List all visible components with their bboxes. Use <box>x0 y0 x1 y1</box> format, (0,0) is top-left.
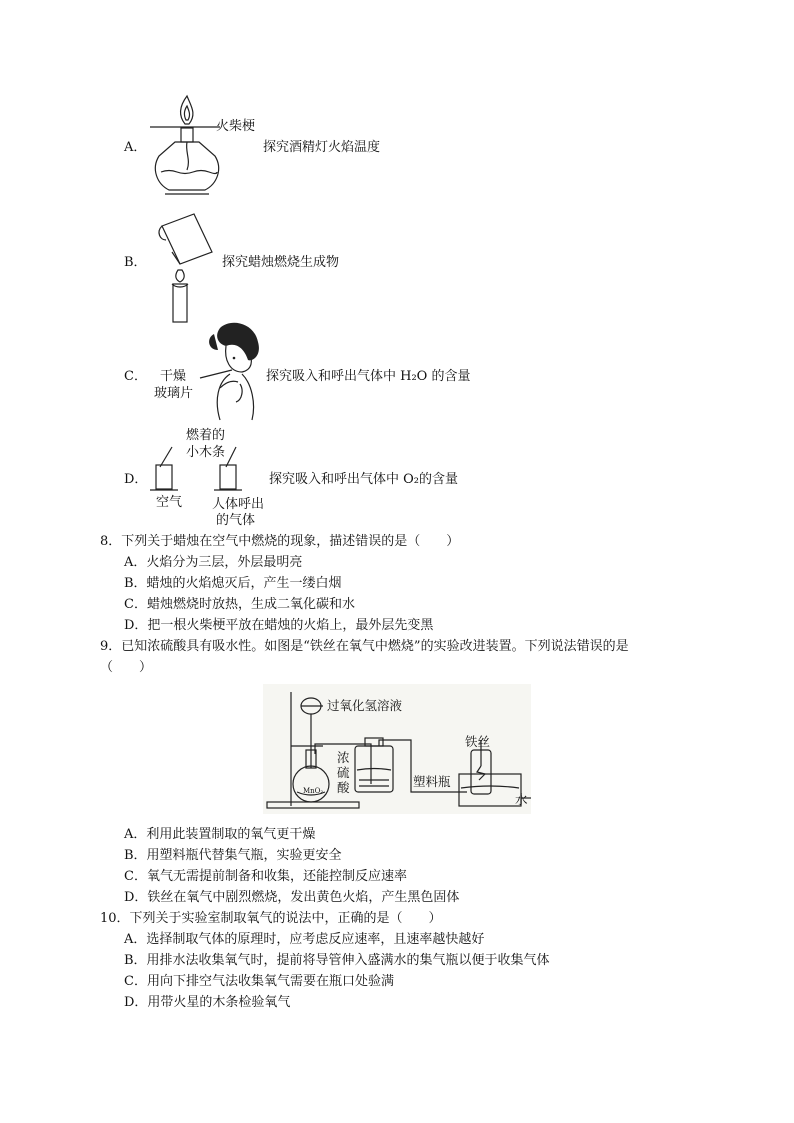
air-label: 空气 <box>156 495 183 510</box>
option-a-text: 探究酒精灯火焰温度 <box>263 140 381 155</box>
q10-option-d: D．用带火星的木条检验氧气 <box>124 995 291 1010</box>
girl-breathing-figure <box>196 320 266 422</box>
q9-stem-line2: （ ） <box>100 660 153 675</box>
option-a-letter: A． <box>124 140 147 155</box>
q9-option-d: D．铁丝在氧气中剧烈燃烧，发出黄色火焰，产生黑色固体 <box>124 890 460 905</box>
alcohol-lamp-figure <box>145 94 235 199</box>
exhaled-gas-label-2: 的气体 <box>216 513 256 528</box>
q8-option-a: A．火焰分为三层，外层最明亮 <box>124 555 303 570</box>
h2o2-label: 过氧化氢溶液 <box>327 698 403 713</box>
water-label: 水 <box>515 792 528 807</box>
dry-glass-label-1: 干燥 <box>160 369 187 384</box>
plastic-bottle-label: 塑料瓶 <box>413 774 451 789</box>
q8-option-c: C．蜡烛燃烧时放热，生成二氧化碳和水 <box>124 597 355 612</box>
option-c-letter: C． <box>124 369 147 384</box>
mno2-label: MnO₂ <box>303 787 324 795</box>
apparatus-figure <box>263 684 531 814</box>
option-d-letter: D． <box>124 472 148 487</box>
match-stick-label: 火柴梗 <box>216 119 256 134</box>
acid-label-1: 浓 <box>337 750 350 765</box>
option-b-text: 探究蜡烛燃烧生成物 <box>222 255 340 270</box>
q9-option-a: A．利用此装置制取的氧气更干燥 <box>124 827 316 842</box>
candle-beaker-figure <box>150 212 220 324</box>
option-b-letter: B． <box>124 255 147 270</box>
iron-wire-label: 铁丝 <box>465 734 491 749</box>
q9-option-c: C．氧气无需提前制备和收集，还能控制反应速率 <box>124 869 407 884</box>
q8-stem: 8．下列关于蜡烛在空气中燃烧的现象，描述错误的是（ ） <box>100 534 460 549</box>
option-d-text: 探究吸入和呼出气体中 O₂的含量 <box>269 472 459 487</box>
q10-stem: 10．下列关于实验室制取氧气的说法中，正确的是（ ） <box>100 911 442 926</box>
q10-option-c: C．用向下排空气法收集氧气需要在瓶口处验满 <box>124 974 394 989</box>
q9-stem-line1: 9．已知浓硫酸具有吸水性。如图是“铁丝在氧气中燃烧”的实验改进装置。下列说法错误的是 <box>100 639 629 654</box>
q9-option-b: B．用塑料瓶代替集气瓶，实验更安全 <box>124 848 342 863</box>
q10-option-b: B．用排水法收集氧气时，提前将导管伸入盛满水的集气瓶以便于收集气体 <box>124 953 550 968</box>
q8-option-d: D．把一根火柴梗平放在蜡烛的火焰上，最外层先变黑 <box>124 618 434 633</box>
two-bottles-figure <box>150 445 270 493</box>
q8-option-b: B．蜡烛的火焰熄灭后，产生一缕白烟 <box>124 576 342 591</box>
option-c-text: 探究吸入和呼出气体中 H₂O 的含量 <box>266 369 471 384</box>
exhaled-gas-label-1: 人体呼出 <box>212 497 265 512</box>
burning-stick-label-1: 燃着的 <box>186 428 226 443</box>
acid-label-2: 硫 <box>337 765 350 780</box>
dry-glass-label-2: 玻璃片 <box>154 386 194 401</box>
burning-stick-label-2: 小木条 <box>186 445 226 460</box>
acid-label-3: 酸 <box>337 780 350 795</box>
q10-option-a: A．选择制取气体的原理时，应考虑反应速率，且速率越快越好 <box>124 932 485 947</box>
